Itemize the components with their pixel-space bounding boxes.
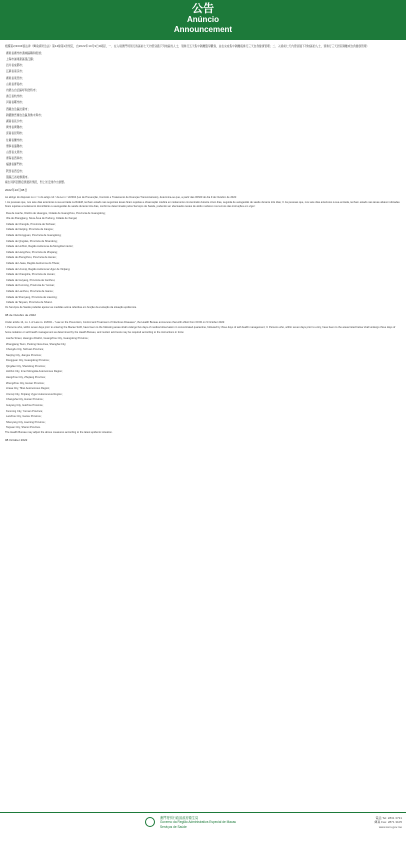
en-bullet-item: Lhasa City, Tibet Autonomous Region; — [6, 387, 50, 391]
zh-bullet-item: 廣東省廣州市黃埔區聯和街道； — [6, 50, 44, 55]
pt-bullet-item: Cidade de Zhengzhou, Província de Henan; — [6, 256, 57, 260]
en-bullet-item: Guiyang City, Guizhou Province; — [6, 404, 44, 408]
zh-bullet-item: 湖南省長沙市； — [6, 119, 25, 124]
announcement-header — [0, 0, 406, 40]
en-date: 08 October 2022 — [5, 438, 28, 443]
pt-date: 08 de Outubro de 2022 — [5, 312, 36, 317]
en-intro: Under article 14, no. 1 of Law no. 2/2004 – "Law on the Prevention, Control and Treatment of Infectious Diseases", the Health Bureau announces that with effect from 00:00 on 9 October 2022: — [5, 320, 225, 324]
pt-bullet-item: Vila de Zhangjiang, Nova Área de Pudong, Cidade de Xangai; — [6, 217, 78, 221]
zh-bullet-item: 內蒙古自治區呼和浩特市； — [6, 88, 39, 92]
contact-website: www.ssm.gov.mo — [378, 824, 402, 829]
zh-bullet-item: 黑龍江省哈爾濱市。 — [6, 174, 31, 179]
footer-contact — [340, 816, 402, 829]
en-bullet-item: Taiyuan City, Shanxi Province. — [6, 426, 41, 430]
contact-fax: 傳真 Fax: 2871 3105 — [374, 820, 402, 825]
en-bullet-item: Urumqi City, Xinjiang Uygur Autonomous Region; — [6, 392, 63, 396]
zh-date: 2022年10月08日 — [5, 187, 28, 192]
org-name-zh: 澳門特別行政區政府衛生局 — [160, 816, 199, 820]
announcement-footer — [0, 812, 406, 852]
en-bullet-item: Hangzhou City, Zhejiang Province; — [6, 376, 46, 380]
en-bullet-item: Nanjing City, Jiangsu Province; — [6, 353, 42, 357]
health-bureau-logo-icon — [145, 817, 155, 827]
en-bullet-item: Kunming City, Yunnan Province; — [6, 409, 43, 413]
pt-bullet-item: Cidade de Urumqi, Região Autónoma Uigur de Xinjiang; — [6, 267, 71, 271]
en-bullet-item: Shenyang City, Liaoning Province; — [6, 420, 46, 424]
en-bullet-item: Lianhe Street, Huangpu District, Guangzhou City, Guangdong Province; — [6, 336, 89, 340]
en-bullet-item: Zhengzhou City, Henan Province; — [6, 381, 45, 385]
pt-bullet-item: Cidade de Chengdu, Província de Sichuan; — [6, 222, 56, 226]
zh-closing: 衛生局將因應疫情最新情況，對上述安排作出調整。 — [5, 180, 67, 185]
pt-bullet-item: Cidade de Lhasa, Região Autónoma do Tibete; — [6, 261, 60, 265]
contact-phone: 電話 Tel: 2831 3731 — [375, 816, 402, 820]
org-name-pt: Governo da Região Administrativa Especial de Macau — [160, 820, 237, 825]
en-closing: The Health Bureau may adjust the above measures according to the latest epidemic situation. — [5, 431, 113, 434]
zh-bullet-item: 浙江省杭州市； — [6, 94, 25, 99]
en-bullet-item: Zhangjiang Town, Pudong New Area, Shanghai City; — [6, 342, 67, 346]
pt-body: I. As pessoas que, nos sete dias anteriores à sua entrada na RAEM, tenham estado nas seguintes áreas ficam sujeitas a observação médica em isolamento concentrado durante cinco dias, seguida de autogestão de saúde durante três dias; II. As pessoas que, nos sete dias anteriores à sua entrada, tenham estado nas áreas abaixo indicadas ficam sujeitas a isolamento domiciliário ou autogestão de saúde durante três dias, conforme determinado pelos Serviços de Saúde, podendo ser efectuados testes de ácido nucleico nos termos das instruções em vigor: — [5, 201, 400, 209]
pt-bullet-item: Cidade de Dongguan, Província de Guangdong; — [6, 234, 62, 237]
zh-bullet-item: 甘肅省蘭州市； — [6, 137, 25, 142]
pt-bullet-list — [5, 211, 401, 306]
pt-bullet-item: Cidade de Hohhot, Região Autónoma da Mongólia Interior; — [6, 245, 74, 249]
org-name-pt-2: Serviços de Saúde — [160, 824, 187, 829]
pt-bullet-item: Cidade de Nanjing, Província de Jiangsu; — [6, 228, 54, 232]
pt-bullet-item: Cidade de Qingdao, Província de Shandong; — [6, 239, 58, 243]
zh-bullet-item: 山西省太原市； — [6, 150, 25, 155]
en-bullet-item: Lanzhou City, Gansu Province; — [6, 415, 42, 419]
pt-bullet-item: Cidade de Guiyang, Província de Guizhou; — [6, 278, 56, 282]
pt-bullet-item: Cidade de Kunming, Província de Yunnan; — [6, 284, 55, 288]
zh-intro: 根據第2/2004號法律《傳染病防治法》第14條第1款規定，自2022年10月9日0時起，一、在入境澳門特別行政區前七天內曾到過下列地區的人士，須進行五天集中隔離醫學觀察，並在完成集中隔離後進行三天自我健康管理；二、入境前七天內曾到過下列地區的人士，須進行三天居家隔離或自我健康管理： — [5, 44, 370, 48]
pt-bullet-item: Rua de Lianhe, Distrito de Huangpu, Cidade de Guangzhou, Província de Guangdong; — [6, 211, 106, 215]
pt-bullet-item: Cidade de Hangzhou, Província de Zhejiang; — [6, 250, 58, 254]
en-bullet-item: Changsha City, Hunan Province; — [6, 398, 44, 402]
zh-bullet-item: 陝西省西安市； — [6, 168, 25, 173]
zh-bullet-item: 四川省成都市； — [6, 63, 25, 68]
zh-bullet-item: 江蘇省南京市； — [6, 69, 25, 74]
en-bullet-item: Dongguan City, Guangdong Province; — [6, 359, 50, 363]
zh-bullet-item: 西藏自治區拉薩市； — [6, 106, 31, 111]
pt-bullet-item: Cidade de Taiyuan, Província de Shanxi. — [6, 301, 53, 305]
zh-bullet-item: 青海省西寧市； — [6, 156, 25, 161]
zh-bullet-list — [5, 50, 401, 180]
title-en: Announcement — [173, 25, 233, 34]
pt-intro: Ao abrigo do disposto no n.º 1 do artigo 14.º da Lei n.º 2/2004 (Lei de Prevenção, Controlo e Tratamento de Doenças Transmissíveis), determina-se que, a partir das 00h00 do dia 9 de Outubro de 2022: — [5, 195, 237, 199]
pt-bullet-item: Cidade de Shenyang, Província de Liaoning; — [6, 295, 58, 299]
en-bullet-list — [5, 336, 401, 431]
footer-organisation — [160, 816, 236, 829]
en-bullet-item: Hohhot City, Inner Mongolia Autonomous Region; — [6, 370, 63, 374]
en-body: I. Persons who, within seven days prior to entering the Macao SAR, have been to the following areas shall undergo five days of medical observation in concentrated quarantine, followed by three days of self-health management; II. Persons who, within seven days prior to entry, have been to the areas listed below shall undergo three days of home isolation or self-health management as determined by the Health Bureau, and nucleic acid tests may be required according to the instructions in force: — [5, 326, 396, 334]
title-pt: Anúncio — [187, 15, 219, 24]
zh-bullet-item: 福建省廈門市； — [6, 162, 25, 167]
title-zh: 公告 — [192, 2, 214, 15]
zh-bullet-item: 河南省鄭州市； — [6, 100, 25, 105]
pt-closing: Os Serviços de Saúde poderão ajustar as medidas acima referidas em função da evolução da situação epidémica. — [5, 305, 137, 309]
zh-bullet-item: 雲南省昆明市； — [6, 131, 25, 136]
pt-bullet-item: Cidade de Lanzhou, Província de Gansu; — [6, 289, 54, 293]
pt-bullet-item: Cidade de Changsha, Província de Hunan; — [6, 273, 56, 277]
footer-divider — [0, 812, 406, 813]
zh-bullet-item: 廣東省東莞市； — [6, 75, 25, 80]
en-bullet-item: Chengdu City, Sichuan Province; — [6, 348, 44, 352]
zh-bullet-item: 遼寧省瀋陽市； — [6, 143, 25, 148]
zh-bullet-item: 新疆維吾爾自治區烏魯木齊市； — [6, 112, 44, 117]
announcement-content — [5, 44, 401, 446]
zh-bullet-item: 山東省青島市； — [6, 81, 25, 86]
en-bullet-item: Qingdao City, Shandong Province; — [6, 364, 46, 368]
zh-bullet-item: 貴州省貴陽市； — [6, 125, 25, 130]
zh-bullet-item: 上海市浦東新區張江鎮； — [6, 56, 36, 61]
